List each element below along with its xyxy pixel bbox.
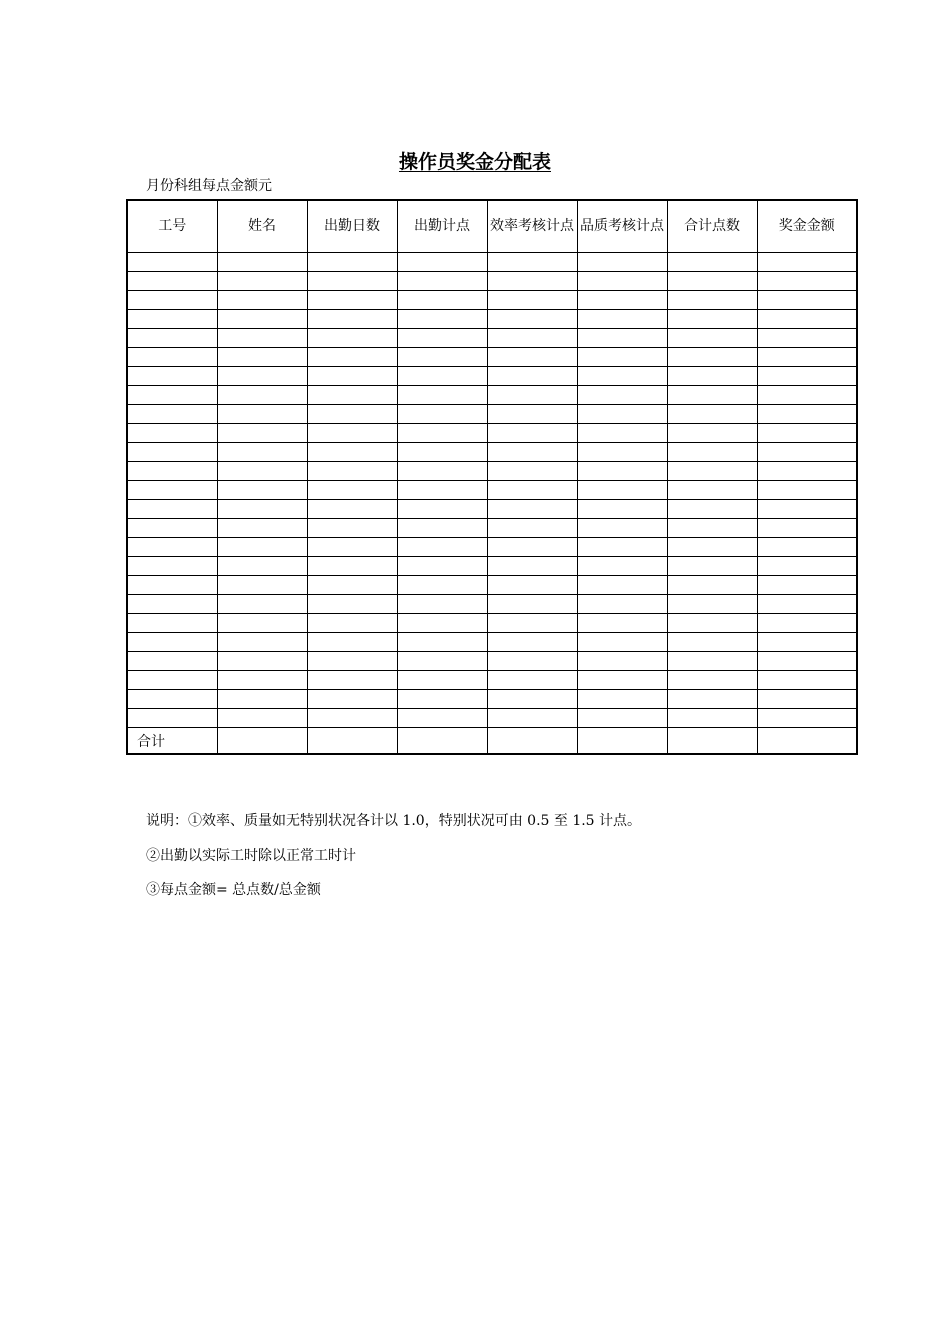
table-cell (577, 386, 667, 405)
table-cell (307, 272, 397, 291)
table-cell (307, 291, 397, 310)
column-header: 品质考核计点 (577, 200, 667, 253)
table-cell (757, 671, 857, 690)
table-cell (487, 253, 577, 272)
table-cell (577, 500, 667, 519)
table-cell (577, 671, 667, 690)
table-cell (667, 690, 757, 709)
table-cell (757, 253, 857, 272)
table-cell (577, 633, 667, 652)
table-cell (577, 481, 667, 500)
table-cell (307, 633, 397, 652)
table-cell (307, 348, 397, 367)
table-cell (667, 595, 757, 614)
table-row (127, 652, 857, 671)
table-cell (397, 367, 487, 386)
table-body (127, 253, 857, 755)
table-cell (127, 652, 217, 671)
table-cell (217, 272, 307, 291)
table-cell (577, 272, 667, 291)
table-cell (307, 671, 397, 690)
table-cell (667, 728, 757, 755)
table-cell (127, 709, 217, 728)
table-cell (217, 329, 307, 348)
table-cell (307, 709, 397, 728)
table-cell (397, 614, 487, 633)
table-cell (397, 709, 487, 728)
table-cell (397, 443, 487, 462)
table-cell (127, 291, 217, 310)
table-cell (757, 272, 857, 291)
table-cell (307, 690, 397, 709)
table-cell (667, 272, 757, 291)
note-line: ②出勤以实际工时除以正常工时计 (146, 847, 356, 864)
table-row (127, 519, 857, 538)
table-row (127, 690, 857, 709)
table-cell (487, 367, 577, 386)
table-cell (127, 329, 217, 348)
table-cell (397, 633, 487, 652)
table-row (127, 348, 857, 367)
table-cell (667, 462, 757, 481)
table-cell (757, 709, 857, 728)
table-cell (757, 481, 857, 500)
table-cell (757, 500, 857, 519)
table-cell (397, 424, 487, 443)
table-cell (307, 443, 397, 462)
table-cell (217, 671, 307, 690)
table-cell (667, 405, 757, 424)
column-header: 合计点数 (667, 200, 757, 253)
table-cell (307, 500, 397, 519)
table-cell (127, 538, 217, 557)
table-row (127, 405, 857, 424)
table-cell (757, 405, 857, 424)
table-cell (577, 576, 667, 595)
table-cell (127, 595, 217, 614)
table-cell (217, 462, 307, 481)
table-cell (487, 500, 577, 519)
table-cell (667, 253, 757, 272)
table-cell (397, 329, 487, 348)
table-cell (217, 709, 307, 728)
table-cell (667, 424, 757, 443)
table-cell (307, 405, 397, 424)
table-row (127, 614, 857, 633)
table-cell (217, 481, 307, 500)
table-cell (757, 652, 857, 671)
table-cell (487, 329, 577, 348)
table-cell (577, 652, 667, 671)
table-cell (577, 519, 667, 538)
table-cell (127, 671, 217, 690)
table-cell (667, 367, 757, 386)
table-cell (307, 329, 397, 348)
table-cell (127, 424, 217, 443)
table-cell (757, 443, 857, 462)
table-cell (487, 310, 577, 329)
table-cell (667, 614, 757, 633)
notes (146, 810, 641, 914)
table-cell (667, 538, 757, 557)
header-row (127, 200, 857, 253)
table-cell (487, 462, 577, 481)
table-cell (757, 576, 857, 595)
table-cell (757, 538, 857, 557)
table-cell (577, 709, 667, 728)
table-row (127, 329, 857, 348)
table-cell (487, 405, 577, 424)
table-cell (217, 519, 307, 538)
column-header: 出勤计点 (397, 200, 487, 253)
table-cell (577, 595, 667, 614)
table-cell (487, 633, 577, 652)
table-cell (127, 253, 217, 272)
table-cell (487, 538, 577, 557)
table-row (127, 272, 857, 291)
table-cell (757, 614, 857, 633)
table-cell (127, 405, 217, 424)
table-cell (397, 253, 487, 272)
table-cell (667, 576, 757, 595)
table-cell (487, 614, 577, 633)
table-cell (217, 424, 307, 443)
document-subtitle: 月份科组每点金额元 (146, 178, 272, 194)
table-cell (127, 367, 217, 386)
table-row (127, 633, 857, 652)
table-cell (217, 728, 307, 755)
table-cell (127, 576, 217, 595)
table-cell (757, 462, 857, 481)
table-cell (487, 690, 577, 709)
document-title (0, 148, 950, 176)
table-cell (577, 310, 667, 329)
table-cell (487, 424, 577, 443)
table-cell (487, 481, 577, 500)
table-cell (577, 462, 667, 481)
table-cell (757, 690, 857, 709)
table-cell (307, 576, 397, 595)
table-cell (397, 690, 487, 709)
table-cell (217, 367, 307, 386)
total-row (127, 728, 857, 755)
table-cell (577, 405, 667, 424)
table-cell (757, 633, 857, 652)
table-cell (487, 652, 577, 671)
table-cell (487, 291, 577, 310)
table-cell (577, 348, 667, 367)
table-cell (217, 500, 307, 519)
table-cell (487, 557, 577, 576)
table-cell (127, 519, 217, 538)
table-cell (217, 652, 307, 671)
table-cell (667, 519, 757, 538)
table-cell (757, 557, 857, 576)
table-cell (217, 690, 307, 709)
table-row (127, 595, 857, 614)
column-header: 奖金金额 (757, 200, 857, 253)
table-cell (667, 310, 757, 329)
table-cell (577, 614, 667, 633)
table-cell (397, 728, 487, 755)
table-cell (217, 253, 307, 272)
table-cell (307, 424, 397, 443)
table-row (127, 253, 857, 272)
table-cell (667, 443, 757, 462)
table-row (127, 443, 857, 462)
table-cell (307, 367, 397, 386)
table-cell (307, 538, 397, 557)
table-cell (577, 291, 667, 310)
table-cell (577, 690, 667, 709)
table-cell (667, 481, 757, 500)
table-cell (127, 481, 217, 500)
table-cell (757, 310, 857, 329)
table-cell (577, 329, 667, 348)
table-cell (757, 728, 857, 755)
table-cell (217, 291, 307, 310)
table-cell (217, 310, 307, 329)
table-cell (487, 519, 577, 538)
table-cell (577, 538, 667, 557)
table-row (127, 538, 857, 557)
column-header: 效率考核计点 (487, 200, 577, 253)
table-cell (307, 595, 397, 614)
table-cell (127, 500, 217, 519)
table-cell (127, 633, 217, 652)
table-cell (127, 443, 217, 462)
table-cell (217, 576, 307, 595)
table-cell (667, 500, 757, 519)
table-cell (757, 386, 857, 405)
table-cell (397, 557, 487, 576)
table-cell (487, 272, 577, 291)
table-cell (577, 253, 667, 272)
table-cell (397, 291, 487, 310)
table-cell (127, 690, 217, 709)
table-cell (307, 386, 397, 405)
table-cell (757, 595, 857, 614)
table-cell (127, 348, 217, 367)
table-cell (487, 595, 577, 614)
table-cell (487, 443, 577, 462)
table-cell (127, 462, 217, 481)
table-cell (307, 462, 397, 481)
total-row-label: 合计 (127, 728, 217, 755)
table-cell (397, 481, 487, 500)
table-cell (667, 329, 757, 348)
table-row (127, 367, 857, 386)
table-cell (307, 253, 397, 272)
column-header: 工号 (127, 200, 217, 253)
table-cell (757, 348, 857, 367)
table-cell (667, 557, 757, 576)
column-header: 出勤日数 (307, 200, 397, 253)
table-cell (397, 519, 487, 538)
table-row (127, 424, 857, 443)
table-cell (397, 386, 487, 405)
column-header: 姓名 (217, 200, 307, 253)
table-cell (667, 671, 757, 690)
table-cell (757, 367, 857, 386)
table-cell (397, 348, 487, 367)
note-line: ③每点金额= 总点数/总金额 (146, 882, 321, 898)
table-row (127, 576, 857, 595)
table-cell (577, 367, 667, 386)
table-cell (397, 652, 487, 671)
table-row (127, 481, 857, 500)
table-cell (667, 633, 757, 652)
table-cell (667, 386, 757, 405)
table-cell (667, 291, 757, 310)
table-cell (127, 557, 217, 576)
table-cell (577, 728, 667, 755)
table-cell (667, 348, 757, 367)
table-cell (217, 595, 307, 614)
table-cell (757, 424, 857, 443)
table-cell (397, 538, 487, 557)
table-cell (307, 652, 397, 671)
table-cell (487, 671, 577, 690)
table-cell (127, 386, 217, 405)
table-cell (217, 614, 307, 633)
table-cell (217, 557, 307, 576)
table-cell (757, 519, 857, 538)
table-cell (217, 386, 307, 405)
document-title-text: 操作员奖金分配表 (398, 151, 551, 173)
table-cell (487, 709, 577, 728)
table-cell (307, 728, 397, 755)
table-cell (307, 481, 397, 500)
table-cell (217, 633, 307, 652)
table-row (127, 500, 857, 519)
table-cell (307, 557, 397, 576)
table-cell (577, 443, 667, 462)
table-cell (487, 348, 577, 367)
table-cell (397, 576, 487, 595)
table-cell (487, 386, 577, 405)
table-cell (667, 652, 757, 671)
table-cell (307, 519, 397, 538)
table-cell (397, 462, 487, 481)
table-row (127, 386, 857, 405)
table-cell (217, 405, 307, 424)
table-cell (397, 405, 487, 424)
table-cell (397, 500, 487, 519)
bonus-table (126, 199, 858, 755)
table-cell (487, 728, 577, 755)
table-row (127, 671, 857, 690)
table-cell (307, 310, 397, 329)
table-cell (217, 348, 307, 367)
table-cell (127, 614, 217, 633)
table-cell (757, 291, 857, 310)
table-cell (217, 443, 307, 462)
table-cell (577, 424, 667, 443)
table-cell (487, 576, 577, 595)
table-row (127, 709, 857, 728)
table-cell (127, 310, 217, 329)
table-cell (667, 709, 757, 728)
table-row (127, 462, 857, 481)
table-row (127, 557, 857, 576)
table-cell (757, 329, 857, 348)
table-cell (397, 595, 487, 614)
table-row (127, 310, 857, 329)
table-cell (397, 671, 487, 690)
table-cell (307, 614, 397, 633)
table-cell (217, 538, 307, 557)
table-cell (577, 557, 667, 576)
table-cell (397, 272, 487, 291)
table-cell (397, 310, 487, 329)
table-cell (127, 272, 217, 291)
table-row (127, 291, 857, 310)
note-line: 说明：①效率、质量如无特别状况各计以 1.0，特别状况可由 0.5 至 1.5 计点。 (146, 813, 642, 829)
